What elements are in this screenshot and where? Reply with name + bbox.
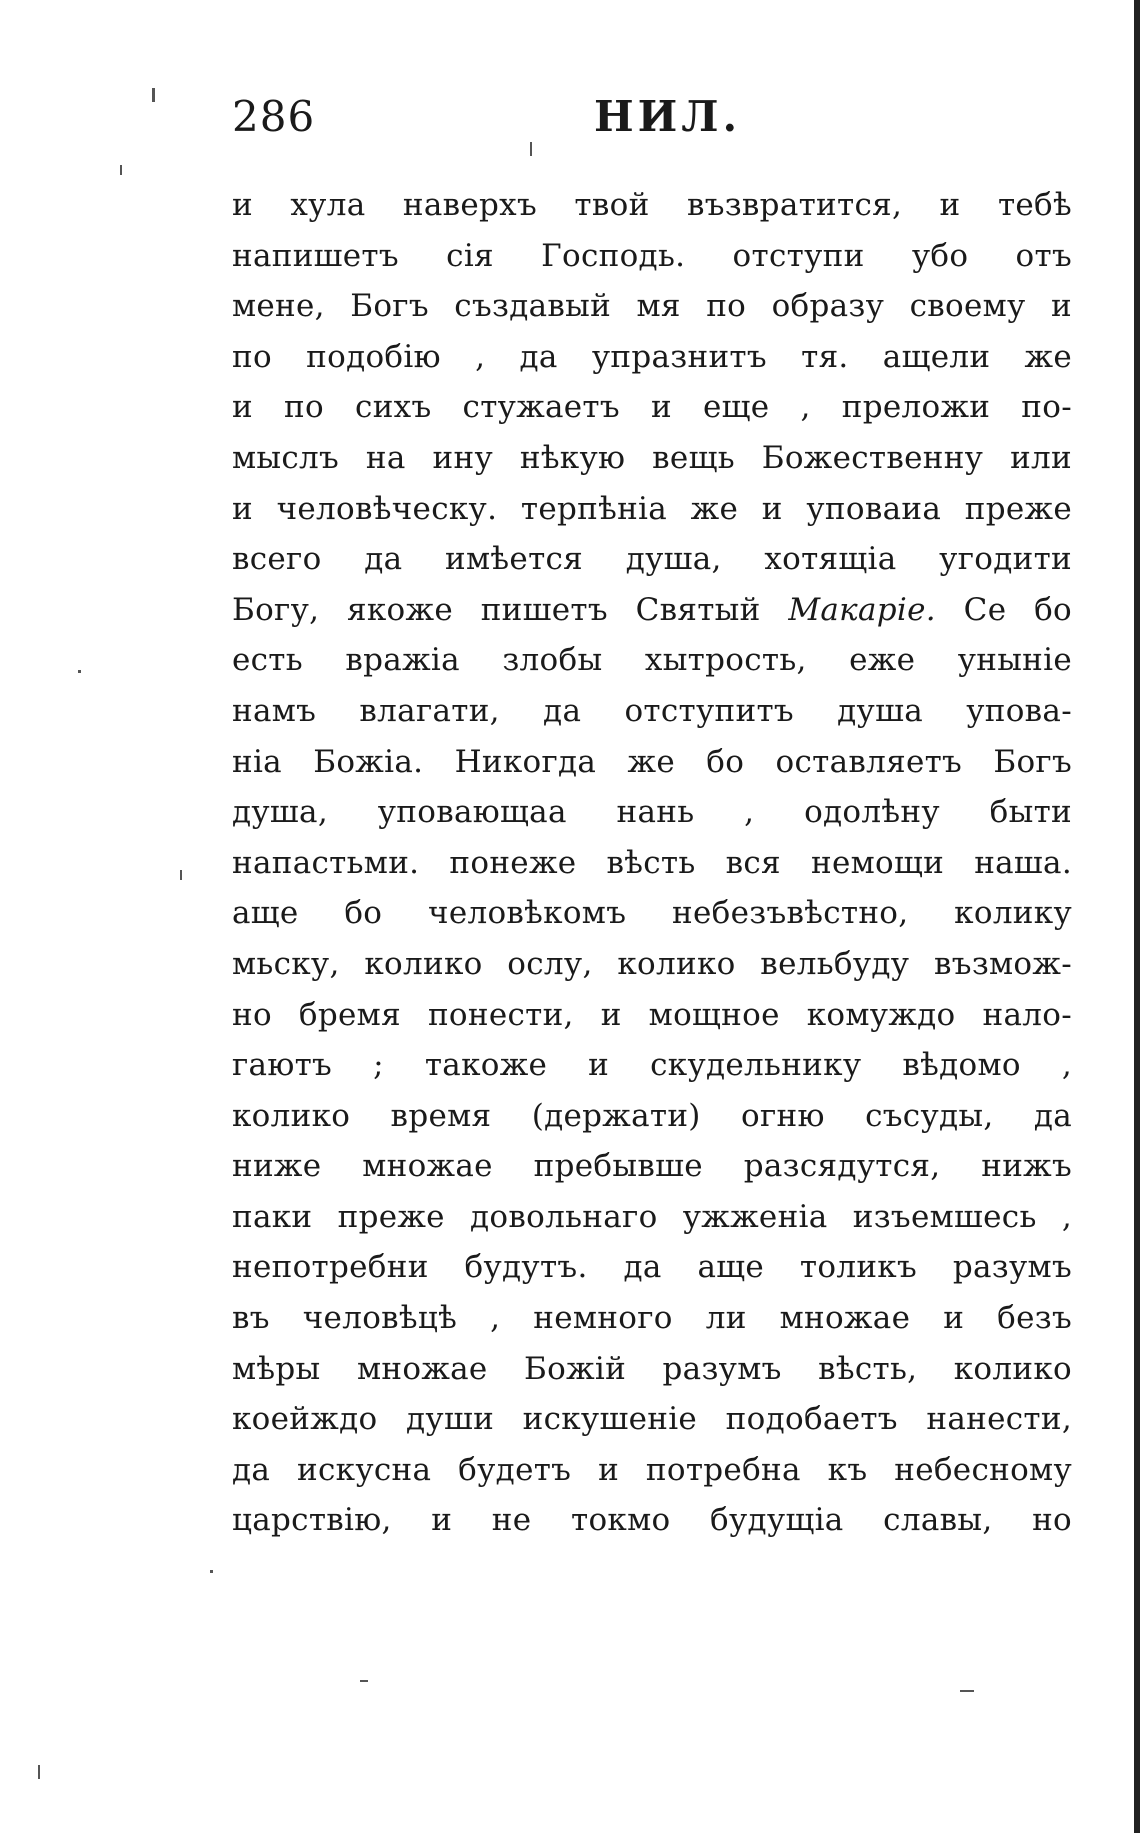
running-head: НИЛ. bbox=[594, 92, 742, 141]
text-line: ніа Божіа. Никогда же бо оставляетъ Богъ bbox=[232, 743, 1072, 780]
text-line: по подобію , да упразнитъ тя. ащели же bbox=[232, 338, 1072, 375]
text-line: душа, уповающаа нань , одолѣну быти bbox=[232, 794, 1072, 831]
text-line: всего да имѣется душа, хотящіа угодити bbox=[232, 541, 1072, 578]
text-line: напастьми. понеже вѣсть вся немощи наша. bbox=[232, 844, 1072, 881]
body-text bbox=[232, 180, 1072, 1546]
text-line: и хула наверхъ твой възвратится, и тебѣ bbox=[232, 187, 1072, 223]
text-line: непотребни будутъ. да аще толикъ разумъ bbox=[232, 1249, 1072, 1286]
text-line: въ человѣцѣ , немного ли множае и безъ bbox=[232, 1300, 1072, 1337]
text-line: царствію, и не токмо будущіа славы, но bbox=[232, 1502, 1072, 1539]
text-line-end: Се бо bbox=[963, 591, 1072, 628]
text-line: мьску, колико ослу, колико вельбуду възмож- bbox=[232, 945, 1072, 982]
text-line-start: Богу, якоже пишетъ Святый bbox=[232, 591, 761, 628]
text-line: аще бо человѣкомъ небезъвѣстно, колику bbox=[232, 895, 1072, 932]
text-line: намъ влагати, да отступитъ душа упова- bbox=[232, 692, 1072, 729]
page-edge-shadow bbox=[1134, 0, 1140, 1833]
text-line: паки преже довольнаго ужженіа изъемшесь , bbox=[232, 1198, 1072, 1235]
text-line: ниже множае пребывше разсядутся, нижъ bbox=[232, 1148, 1072, 1185]
text-line: напишетъ сія Господь. отступи убо отъ bbox=[232, 237, 1072, 274]
scan-speck bbox=[152, 88, 155, 102]
text-line: и по сихъ стужаетъ и еще , преложи по- bbox=[232, 389, 1072, 426]
text-line: мыслъ на ину нѣкую вещь Божественну или bbox=[232, 439, 1072, 476]
scan-speck bbox=[960, 1690, 974, 1692]
text-line: и человѣческу. терпѣніа же и уповаиа преже bbox=[232, 490, 1072, 527]
page-header bbox=[232, 92, 1072, 152]
text-line: но бремя понести, и мощное комуждо нало- bbox=[232, 996, 1072, 1033]
scan-speck bbox=[38, 1765, 40, 1779]
text-line: да искусна будетъ и потребна къ небесному bbox=[232, 1451, 1072, 1488]
italic-name: Макаріе. bbox=[788, 591, 936, 628]
text-line: мѣры множае Божій разумъ вѣсть, колико bbox=[232, 1350, 1072, 1387]
text-line-with-italic bbox=[232, 585, 1072, 636]
scan-speck bbox=[78, 670, 81, 673]
page-number: 286 bbox=[232, 92, 316, 141]
scan-speck bbox=[530, 142, 532, 156]
text-line: гаютъ ; такоже и скудельнику вѣдомо , bbox=[232, 1047, 1072, 1084]
scan-speck bbox=[120, 165, 122, 175]
scan-speck bbox=[210, 1570, 213, 1573]
text-line: коейждо души искушеніе подобаетъ нанести, bbox=[232, 1401, 1072, 1438]
scan-speck bbox=[180, 870, 182, 880]
text-line: колико время (держати) огню съсуды, да bbox=[232, 1097, 1072, 1134]
text-line: мене, Богъ създавый мя по образу своему и bbox=[232, 288, 1072, 325]
text-line: есть вражіа злобы хытрость, еже уныніе bbox=[232, 642, 1072, 679]
scan-speck bbox=[360, 1680, 368, 1682]
